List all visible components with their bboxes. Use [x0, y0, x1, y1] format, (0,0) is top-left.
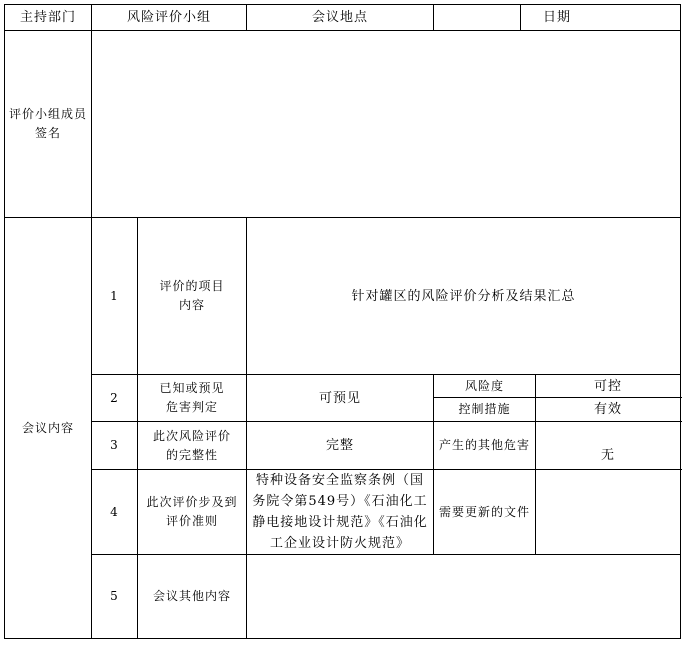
meeting-row-3 [5, 422, 681, 470]
location-value [434, 5, 521, 31]
row-content [247, 555, 681, 639]
meeting-row-5 [5, 555, 681, 639]
meeting-row-4 [5, 470, 681, 555]
row-label: 已知或预见危害判定 [138, 375, 247, 422]
host-dept-value: 风险评价小组 [92, 5, 247, 31]
row-content: 可预见 [247, 375, 434, 422]
row-label: 会议其他内容 [138, 555, 247, 639]
signature-area [92, 31, 681, 218]
host-dept-label: 主持部门 [5, 5, 92, 31]
meeting-row-1 [5, 218, 681, 375]
row-label: 此次评价步及到评价准则 [138, 470, 247, 555]
control-label: 控制措施 [434, 398, 536, 422]
other-hazard-label: 产生的其他危害 [434, 422, 536, 470]
row-number: 3 [92, 422, 138, 470]
row-content: 完整 [247, 422, 434, 470]
risk-label: 风险度 [434, 375, 536, 398]
row-label: 此次风险评价的完整性 [138, 422, 247, 470]
docs-to-update-label: 需要更新的文件 [434, 470, 536, 555]
location-label: 会议地点 [247, 5, 434, 31]
row-number: 2 [92, 375, 138, 422]
signature-row [5, 31, 681, 218]
row-number: 5 [92, 555, 138, 639]
other-hazard-value: 无 [536, 422, 681, 470]
signature-label: 评价小组成员签名 [5, 31, 92, 218]
control-value: 有效 [536, 398, 681, 422]
row-content: 特种设备安全监察条例（国务院令第549号）《石油化工静电接地设计规范》《石油化工企业设计防火规范》 [247, 470, 434, 555]
header-row [5, 5, 681, 31]
docs-to-update-value [536, 470, 681, 555]
meeting-content-label: 会议内容 [5, 218, 92, 639]
row-label: 评价的项目内容 [138, 218, 247, 375]
row-number: 1 [92, 218, 138, 375]
risk-value: 可控 [536, 375, 681, 398]
date-label: 日期 [521, 5, 681, 31]
row-number: 4 [92, 470, 138, 555]
row-content: 针对罐区的风险评价分析及结果汇总 [247, 218, 681, 375]
meeting-row-2a [5, 375, 681, 398]
meeting-record-table [4, 4, 681, 639]
